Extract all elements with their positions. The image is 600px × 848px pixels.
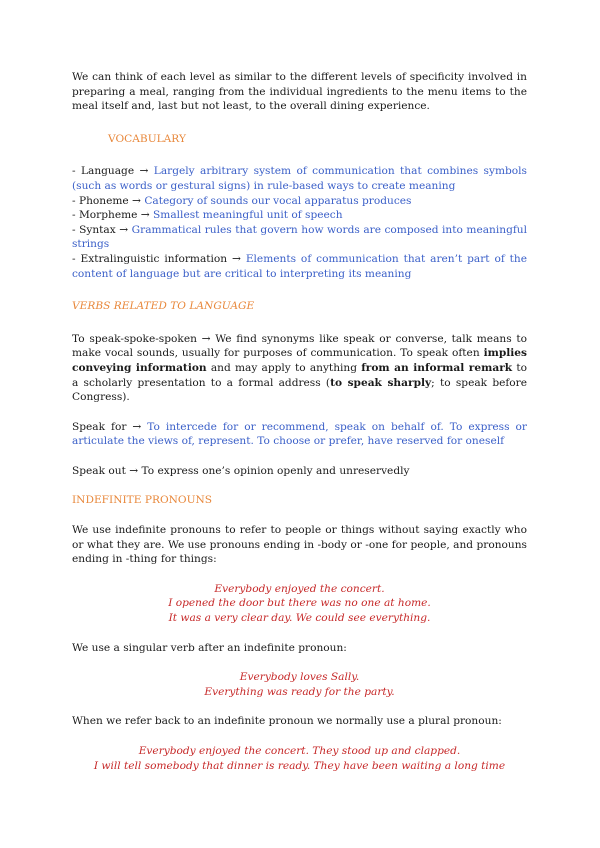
speak-for-term: Speak for → [72, 420, 142, 433]
pronouns-intro: We use indefinite pronouns to refer to people or things without saying exactly who or what they are. We use pronouns ending in -body or -one for people, and pronouns ending in -thing for things: [72, 524, 527, 566]
speak-bold-2: from an informal remark [361, 361, 513, 374]
vocabulary-heading: VOCABULARY [108, 132, 186, 145]
speak-text-1: To speak-spoke-spoken → We find synonyms like speak or converse, talk means to make vocal sounds, usually for purposes of communication. To speak often [72, 332, 527, 360]
vocab-term: - Syntax → [72, 223, 129, 236]
speak-out-paragraph: Speak out → To express one’s opinion openly and unreservedly [72, 464, 410, 477]
example-sentence: I opened the door but there was no one at home. [168, 597, 431, 610]
speak-for-definition: To intercede for or recommend, speak on behalf of. To express or articulate the views of, represent. To choose or prefer, have reserved for oneself [72, 420, 527, 448]
vocab-definition: Largely arbitrary system of communication that combines symbols (such as words or gestural signs) in rule-based ways to create meaning [72, 165, 527, 192]
speak-paragraph [72, 332, 527, 405]
intro-paragraph: We can think of each level as similar to the different levels of specificity involved in preparing a meal, ranging from the individual ingredients to the menu items to the meal itself and, last but not least, to the overall dining experience. [72, 71, 527, 113]
example-sentence: Everybody enjoyed the concert. [214, 582, 385, 595]
vocab-term: - Phoneme → [72, 194, 141, 207]
vocab-term: - Morpheme → [72, 209, 150, 222]
speak-bold-3: to speak sharply [330, 376, 432, 389]
vocab-item-morpheme [72, 208, 527, 223]
vocab-term: - Language → [72, 165, 149, 178]
examples-group-1 [72, 582, 527, 626]
example-sentence: It was a very clear day. We could see everything. [168, 612, 431, 625]
speak-for-paragraph [72, 420, 527, 449]
vocab-definition: Smallest meaningful unit of speech [153, 209, 343, 222]
rule-singular-verb: We use a singular verb after an indefinite pronoun: [72, 641, 347, 654]
vocab-item-language [72, 164, 527, 193]
speak-bold-1: implies conveying information [72, 347, 527, 374]
speak-text-2: and may apply to anything [206, 361, 362, 374]
vocab-term: - Extralinguistic information → [72, 252, 241, 265]
example-sentence: I will tell somebody that dinner is ready. They have been waiting a long time [93, 759, 506, 772]
speak-text-4: ; to speak before Congress). [72, 376, 528, 404]
vocab-item-extralinguistic [72, 252, 527, 281]
example-sentence: Everybody enjoyed the concert. They stood up and clapped. [138, 745, 461, 757]
vocab-definition: Elements of communication that aren’t part of the content of language but are critical to interpreting its meaning [72, 252, 527, 280]
verbs-heading: VERBS RELATED TO LANGUAGE [72, 300, 255, 313]
examples-group-2 [72, 670, 527, 699]
vocabulary-list [72, 164, 527, 281]
vocab-definition: Grammatical rules that govern how words are composed into meaningful strings [72, 223, 527, 251]
vocab-item-syntax [72, 223, 527, 252]
pronouns-heading: INDEFINITE PRONOUNS [72, 494, 213, 507]
example-sentence: Everything was ready for the party. [204, 685, 395, 698]
vocab-item-phoneme [72, 194, 527, 209]
document-page [72, 70, 527, 773]
vocab-definition: Category of sounds our vocal apparatus produces [144, 194, 412, 207]
rule-plural-pronoun: When we refer back to an indefinite pronoun we normally use a plural pronoun: [72, 715, 502, 728]
example-sentence: Everybody loves Sally. [239, 671, 360, 684]
examples-group-3 [72, 744, 527, 773]
speak-text-3: to a scholarly presentation to a formal address ( [72, 361, 527, 389]
